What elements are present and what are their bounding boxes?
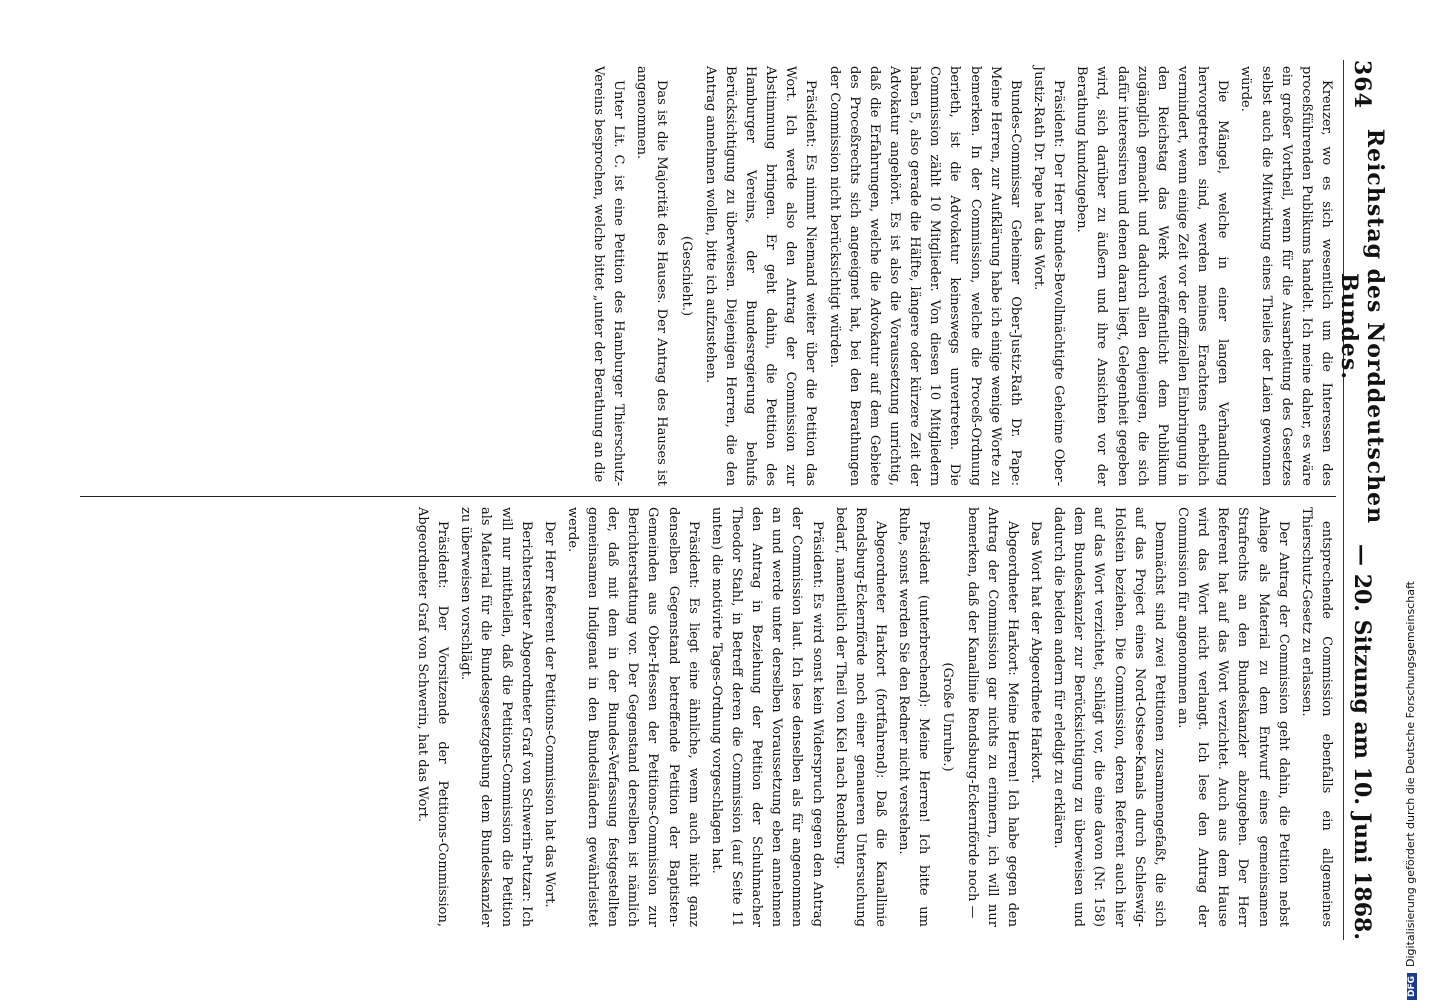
digitization-credit [1404,581,1417,1000]
stage-direction: (Geschieht.) [678,235,694,317]
dfg-logo: DFG [1407,973,1417,1000]
column-divider [80,496,1336,497]
paragraph: Unter Lit. C. ist eine Petition des Hamburger Thierschutz-Vereins besprochen, welche bittet „unter der Berathung an die [591,66,627,486]
paragraph: Das Wort hat der Abgeordnete Harkort. [1028,521,1044,784]
paragraph: Präsident: Es liegt eine ähnliche, wenn auch nicht ganz denselben Gegenstand betreffende Petition der Baptisten-Gemeinden aus Ober-Hessen der Petitions-Commission zur Berichterstattung vor. Der Gegenstand derselben ist nämlich der, daß mit dem in der Bundes-Verfassung festgestellten gemeinsamen Indigenat in den Bundesländern gewährleistet werde. [564,507,701,927]
running-head [1336,60,1388,940]
left-column [80,60,1336,492]
paragraph: Abgeordneter Harkort (fortfahrend): Daß die Kanallinie Rendsburg-Eckernförde noch einer genaueren Untersuchung bedarf, namentlich der Theil von Kiel nach Rendsburg. [832,507,889,927]
scanned-page [80,60,1388,940]
paragraph: Präsident: Es wird sonst kein Widerspruch gegen den Antrag der Commission laut. Ich lese denselben als für angenommen an und werde unter derselben Voraussetzung eben annehmen den Antrag in Beziehung der Petition der Schuhmacher Theodor Stahl, in Betreff deren die Commission (auf Seite 11 unten) die motivirte Tages-Ordnung vorgeschlagen hat. [708,507,825,927]
paragraph: Kreuzer, wo es sich wesentlich um die Interessen des proceßführenden Publikums handelt. Ich meine daher, es wäre ein großer Vortheil, wenn für die Ausarbeitung des Gesetzes selbst auch die Mitwirkung eines Theiles der Laien gewonnen würde. [1238,66,1334,486]
paragraph: Präsident: Der Herr Bundes-Bevollmächtigte Geheime Ober-Justiz-Rath Dr. Pape hat das Wort. [1031,66,1067,486]
page-number: 364 [1349,60,1375,109]
paragraph: Demnächst sind zwei Petitionen zusammengefaßt, die sich auf das Project eines Nord-Ostsee-Kanals durch Schleswig-Holstein beziehen. Die Commission, deren Referent auch hier auf das Wort verzichtet, schlägt vor, die eine davon (Nr. 158) dem Bundeskanzler zur Berücksichtigung zu überweisen und dadurch die beiden andern für erledigt zu erklären. [1051,507,1167,927]
paragraph: Präsident: Es nimmt Niemand weiter über die Petition das Wort. Ich werde also den Antrag der Commission zur Abstimmung bringen. Er geht dahin, die Petition des Hamburger Vereins, der Bundesregierung behufs Berücksichtigung zu überweisen. Diejenigen Herren, die den Antrag annehmen wollen, bitte ich aufzustehen. [702,66,819,486]
paragraph: entsprechende Commission ebenfalls ein allgemeines Thierschutz-Gesetz zu erlassen. [1298,507,1334,927]
page-title: Reichstag des Norddeutschen Bundes. [1336,128,1388,525]
paragraph: Präsident: Der Vorsitzende der Petitions-Commission, Abgeordneter Graf von Schwerin, hat das Wort. [414,507,451,927]
stage-direction: (Große Unruhe.) [940,662,956,772]
paragraph: Abgeordneter Harkort: Meine Herren! Ich habe gegen den Antrag der Commission gar nichts zu erinnern, ich will nur bemerken, daß der Kanallinie Rendsburg-Eckernförde noch — [964,507,1020,927]
session-date: — 20. Sitzung am 10. Juni 1868. [1349,544,1375,940]
paragraph: Präsident (unterbrechend): Meine Herren! Ich bitte um Ruhe, sonst werden Sie den Redner nicht verstehen. [896,507,932,927]
text-columns [80,60,1336,940]
right-column [80,501,1336,933]
paragraph: Berichterstatter Abgeordneter Graf von Schwerin-Putzar: Ich will nur mittheilen, daß die Petitions-Commission die Petition als Material für die Bundesgesetzgebung dem Bundeskanzler zu überweisen vorschlägt. [458,507,534,927]
paragraph: Die Mängel, welche in einer langen Verhandlung hervorgetreten sind, werden meines Erachtens erheblich vermindert, wenn einige Zeit vor der offiziellen Einbringung in den Reichstag das Werk veröffentlicht dem Publikum zugänglich gemacht und dadurch allen denjenigen, die sich dafür interessiren und denen daran liegt, Gelegenheit gegeben wird, sich darüber zu äußern und ihre Ansichten vor der Berathung kundzugeben. [1074,66,1231,486]
paragraph: Der Herr Referent der Petitions-Commission hat das Wort. [541,521,557,908]
paragraph: Bundes-Commissar Geheimer Ober-Justiz-Rath Dr. Pape: Meine Herren, zur Aufklärung habe ich einige wenige Worte zu bemerken. In der Commission, welche die Proceß-Ordnung berieth, ist die Advokatur keineswegs unvertreten. Die Commission zählt 10 Mitglieder. Von diesen 10 Mitgliedern haben 5, also gerade die Hälfte, längere oder kürzere Zeit der Advokatur angehört. Es ist also die Voraussetzung unrichtig, daß die Erfahrungen, welche die Advokatur auf dem Gebiete des Proceßrechts sich angeeignet hat, bei den Berathungen der Commission nicht berücksichtigt würden. [826,66,1023,486]
paragraph: Der Antrag der Commission geht dahin, die Petition nebst Anlage als Material zu dem Entwurf eines gemeinsamen Strafrechts an den Bundeskanzler abzugeben. Der Herr Referent hat auf das Wort verzichtet. Auch aus dem Hause wird das Wort nicht verlangt. Ich lese den Antrag der Commission für angenommen an. [1175,507,1291,927]
paragraph: Das ist die Majorität des Hauses. Der Antrag des Hauses ist angenommen. [634,66,670,486]
credit-text: Digitalisierung gefördert durch die Deutsche Forschungsgemeinschaft [1404,581,1417,967]
